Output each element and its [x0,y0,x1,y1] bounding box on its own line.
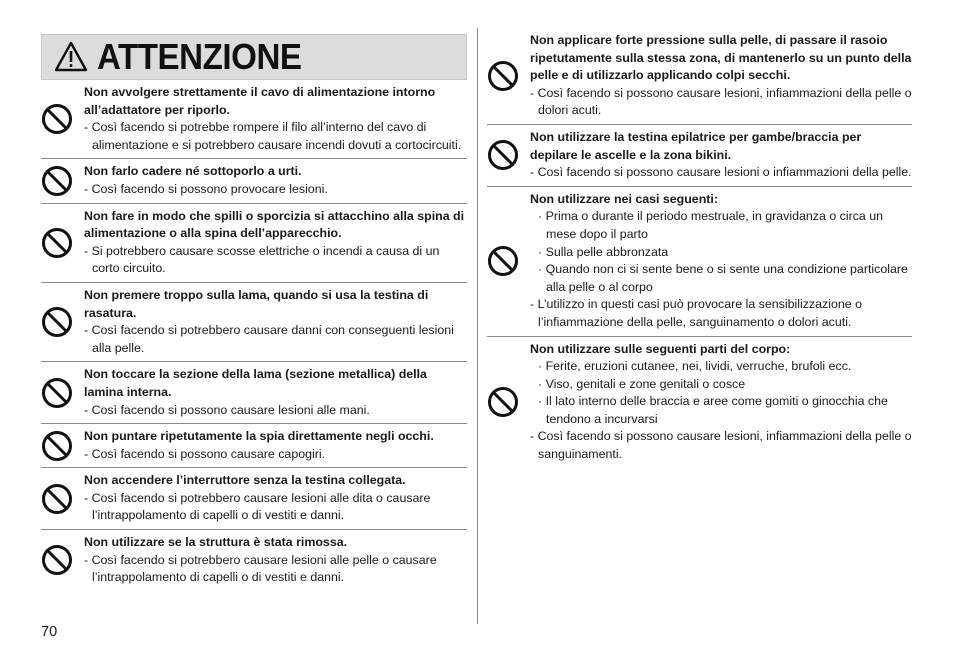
warning-text [84,534,467,587]
warning-text [530,32,912,120]
warning-triangle-icon [54,40,88,74]
right-column [487,28,912,468]
warning-text [84,366,467,419]
warning-title: Non puntare ripetutamente la spia direttamente negli occhi. [84,429,434,444]
prohibition-icon [41,544,73,576]
warning-title: Non premere troppo sulla lama, quando si usa la testina di rasatura. [84,287,429,320]
prohibition-icon-wrap [41,472,84,525]
warning-item [41,80,467,159]
prohibition-icon [41,165,73,197]
warning-text [84,428,467,463]
warning-item [487,187,912,337]
warning-title: Non utilizzare la testina epilatrice per gambe/braccia per depilare le ascelle e la zona bikini. [530,129,862,162]
warning-title: Non utilizzare se la struttura è stata rimossa. [84,535,348,550]
warning-item [487,125,912,187]
warning-bullet: · Il lato interno delle braccia e aree come gomiti o ginocchia che tendono a incurvarsi [538,394,888,426]
prohibition-icon-wrap [41,208,84,278]
prohibition-icon-wrap [41,534,84,587]
warning-item [41,530,467,591]
prohibition-icon [487,139,519,171]
warning-title: Non utilizzare sulle seguenti parti del corpo: [530,341,791,356]
prohibition-icon-wrap [41,287,84,357]
warning-bullet: · Sulla pelle abbronzata [538,244,669,259]
left-column [41,28,467,591]
warning-text [84,208,467,278]
prohibition-icon [41,227,73,259]
warning-title: Non accendere l’interruttore senza la testina collegata. [84,473,406,488]
warning-consequence: - Così facendo si possono causare lesioni, infiammazioni della pelle o sanguinamenti. [530,429,912,462]
prohibition-icon-wrap [487,341,530,464]
warning-title: Non avvolgere strettamente il cavo di alimentazione intorno all’adattatore per riporlo. [84,85,436,117]
prohibition-icon [41,483,73,515]
warning-bullet: · Viso, genitali e zone genitali o cosce [538,376,746,391]
warning-bullet: · Ferite, eruzioni cutanee, nei, lividi, verruche, brufoli ecc. [538,359,852,374]
warning-bullet: · Prima o durante il periodo mestruale, in gravidanza o circa un mese dopo il parto [538,209,884,241]
warning-consequence: - Così facendo si potrebbero causare danni con conseguenti lesioni alla pelle. [84,323,454,355]
warning-title: Non applicare forte pressione sulla pelle, di passare il rasoio ripetutamente sulla stessa zona, di mantenerlo su un punto della pelle e di utilizzarlo applicando colpi secchi. [530,33,912,83]
page-number: 70 [41,624,58,640]
warning-consequence: - Così facendo si potrebbero causare lesioni alle pelle o causare l’intrappolamento di capelli o di vestiti e danni. [84,552,437,585]
warning-item [41,159,467,203]
warning-title: Non utilizzare nei casi seguenti: [530,191,718,206]
left-warning-list [41,80,467,591]
prohibition-icon [41,377,73,409]
warning-consequence: - Così facendo si possono causare lesioni, infiammazioni della pelle o dolori acuti. [530,85,912,118]
prohibition-icon-wrap [41,366,84,419]
warning-text [84,84,467,154]
warning-item [487,28,912,125]
prohibition-icon [41,430,73,462]
caution-header [41,34,467,80]
warning-text [84,472,467,525]
prohibition-icon [487,386,519,418]
prohibition-icon [41,306,73,338]
warning-text [84,163,467,198]
warning-text [530,191,912,332]
prohibition-icon-wrap [487,129,530,182]
warning-consequence: - L’utilizzo in questi casi può provocare la sensibilizzazione o l’infiammazione della pelle, sanguinamento o dolori acuti. [530,297,862,329]
warning-item [41,283,467,362]
prohibition-icon-wrap [41,428,84,463]
warning-consequence: - Così facendo si possono provocare lesioni. [84,181,328,196]
warning-bullet: · Quando non ci si sente bene o si sente una condizione particolare alla pelle o al corpo [538,262,908,294]
prohibition-icon-wrap [41,84,84,154]
warning-item [41,204,467,283]
warning-item [41,362,467,424]
warning-consequence: - Si potrebbero causare scosse elettriche o incendi a causa di un corto circuito. [84,243,440,276]
prohibition-icon-wrap [41,163,84,198]
prohibition-icon [487,60,519,92]
warning-text [530,129,912,182]
warning-text [530,341,912,464]
warning-consequence: - Così facendo si possono causare capogiri. [84,446,326,461]
warning-item [41,468,467,530]
warning-consequence: - Così facendo si potrebbe rompere il filo all’interno del cavo di alimentazione e si potrebbero causare incendi dovuti a cortocircuiti. [84,120,462,152]
prohibition-icon [41,103,73,135]
page-title: ATTENZIONE [97,36,302,77]
prohibition-icon-wrap [487,32,530,120]
prohibition-icon [487,245,519,277]
warning-consequence: - Così facendo si possono causare lesioni alle mani. [84,402,370,417]
warning-consequence: - Così facendo si possono causare lesioni o infiammazioni della pelle. [530,165,912,180]
warning-text [84,287,467,357]
column-divider [477,28,478,624]
warning-title: Non farlo cadere né sottoporlo a urti. [84,164,302,179]
right-warning-list [487,28,912,468]
warning-item [487,337,912,468]
warning-title: Non fare in modo che spilli o sporcizia si attacchino alla spina di alimentazione o alla spina dell’apparecchio. [84,208,465,241]
warning-consequence: - Così facendo si potrebbero causare lesioni alle dita o causare l’intrappolamento di capelli o di vestiti e danni. [84,490,431,523]
warning-title: Non toccare la sezione della lama (sezione metallica) della lamina interna. [84,367,427,399]
prohibition-icon-wrap [487,191,530,332]
warning-item [41,424,467,468]
